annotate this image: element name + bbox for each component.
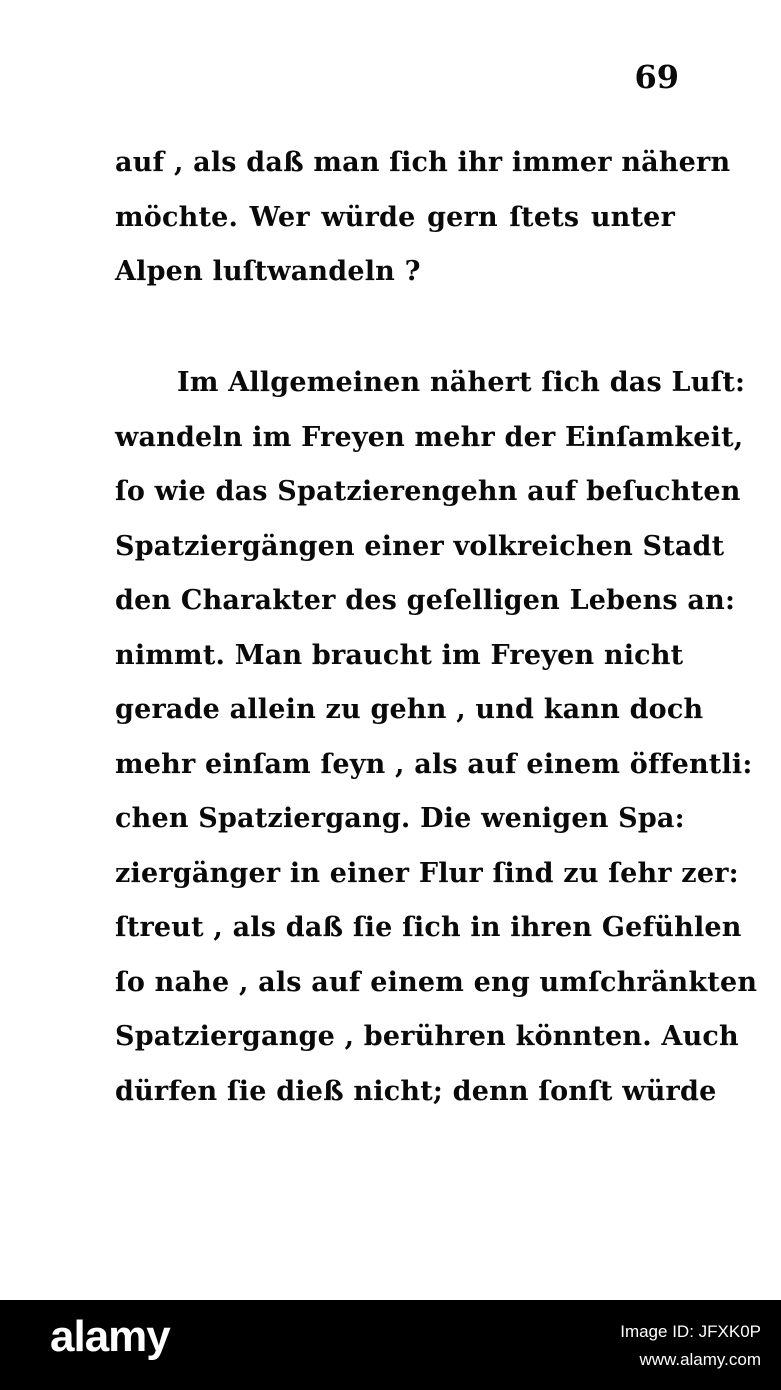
brand-logo: alamy: [50, 1312, 170, 1361]
page-number: 69: [634, 58, 679, 96]
text-line: auf , als daß man ſich ihr immer nähern: [115, 147, 731, 178]
paragraph-main: [115, 356, 758, 1119]
text-line: gerade allein zu gehn , und kann doch: [115, 694, 704, 725]
text-line: dürfen ſie dieß nicht; denn ſonſt würde: [115, 1075, 717, 1107]
text-line: Im Allgemeinen nähert ſich das Luſt:: [177, 367, 746, 398]
text-line: Alpen luſtwandeln ?: [115, 256, 421, 287]
text-line: ſtreut , als daß ſie ſich in ihren Gefühlen: [115, 912, 742, 943]
paragraph-continuation: [115, 136, 731, 300]
text-line: ziergänger in einer Flur ſind zu ſehr zer:: [115, 857, 739, 889]
text-line: ſo nahe , als auf einem eng umſchränkten: [115, 966, 758, 998]
image-id-label: Image ID: JFXK0P: [620, 1322, 761, 1341]
site-url: www.alamy.com: [639, 1350, 761, 1369]
text-line: mehr einſam ſeyn , als auf einem öffentli:: [115, 748, 753, 780]
watermark-footer: [0, 1300, 781, 1390]
text-line: den Charakter des geſelligen Lebens an:: [115, 585, 736, 616]
text-line: nimmt. Man braucht im Freyen nicht: [115, 639, 684, 671]
text-line: wandeln im Freyen mehr der Einſamkeit,: [115, 421, 744, 453]
text-line: Spatziergängen einer volkreichen Stadt: [115, 530, 725, 562]
text-line: Spatziergange , berühren könnten. Auch: [115, 1021, 739, 1052]
text-line: chen Spatziergang. Die wenigen Spa:: [115, 803, 685, 834]
text-line: möchte. Wer würde gern ſtets unter: [115, 201, 675, 233]
text-line: ſo wie das Spatzierengehn auf beſuchten: [115, 476, 741, 507]
